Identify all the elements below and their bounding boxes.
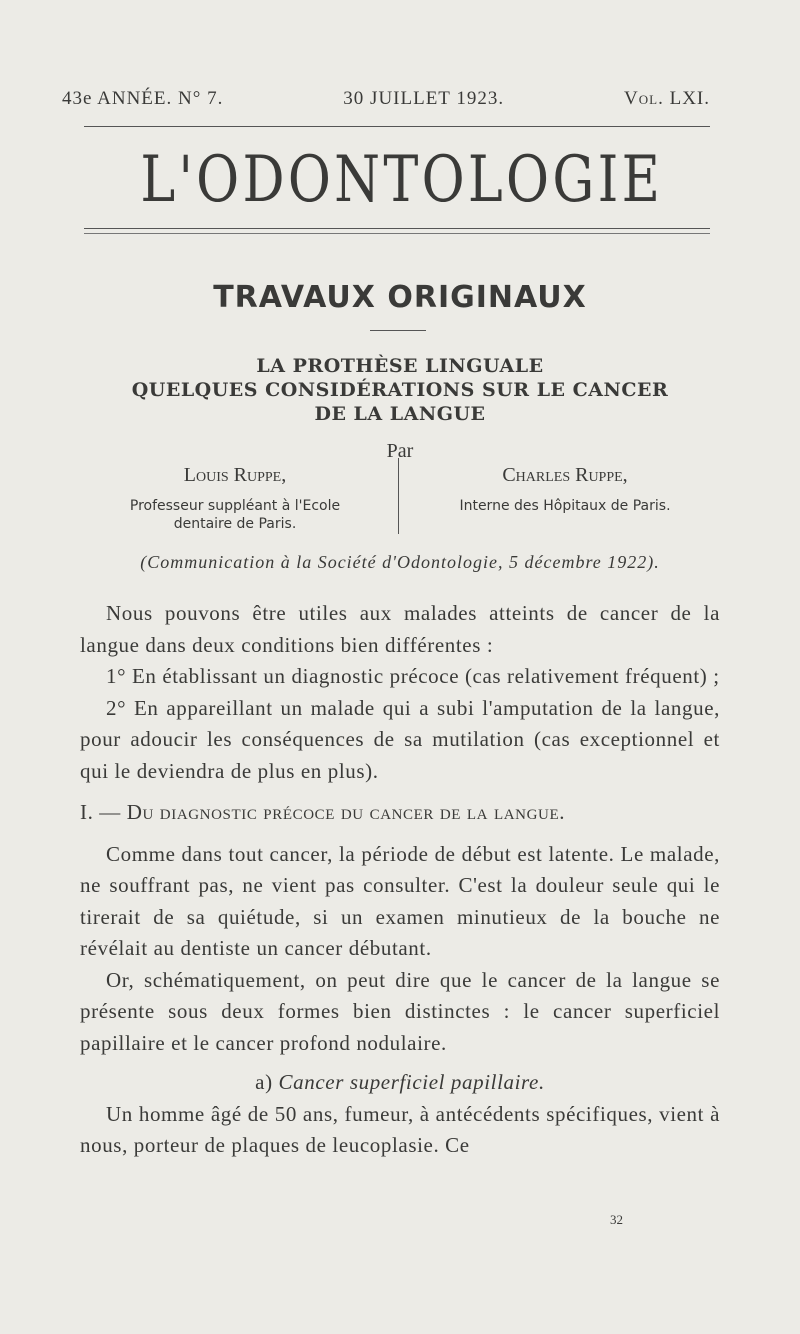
article-title-line: QUELQUES CONSIDÉRATIONS SUR LE CANCER (131, 379, 669, 401)
paragraph: 1° En établissant un diagnostic précoce (cas relativement fréquent) ; (106, 664, 720, 688)
paragraph: Comme dans tout cancer, la période de début est latente. Le malade, ne souffrant pas, ne vient pas consulter. C'est la douleur seule qui le tirerait de sa quiétude, si un examen minutieux de la bouche ne révélait au dentiste un cancer débutant. (80, 841, 720, 960)
section-rule (370, 330, 426, 331)
by-label: Par (386, 440, 414, 462)
author-affiliation (90, 497, 380, 533)
article-title-line: LA PROTHÈSE LINGUALE (256, 355, 544, 377)
section-heading: I. — Du diagnostic précoce du cancer de la langue. (80, 800, 566, 824)
affiliation-line: Interne des Hôpitaux de Paris. (459, 498, 671, 514)
paragraph: Nous pouvons être utiles aux malades atteints de cancer de la langue dans deux conditions bien différentes : (80, 601, 720, 657)
author-block (420, 464, 710, 515)
header-rule (84, 126, 710, 127)
title-rule-bottom (84, 233, 710, 234)
header-issue: 43e ANNÉE. N° 7. (62, 88, 224, 109)
subheading-label: a) (255, 1070, 273, 1094)
paragraph: 2° En appareillant un malade qui a subi l'amputation de la langue, pour adoucir les conséquences de sa mutilation (cas exceptionnel et qui le deviendra de plus en plus). (80, 695, 720, 783)
affiliation-line: dentaire de Paris. (173, 516, 297, 532)
article-body (80, 598, 720, 1162)
article-title (60, 354, 740, 426)
header-date: 30 JUILLET 1923. (343, 88, 505, 109)
page-number: 32 (610, 1212, 623, 1227)
affiliation-line: Professeur suppléant à l'Ecole (129, 498, 341, 514)
journal-title: L'ODONTOLOGIE (140, 143, 664, 217)
paragraph: Or, schématiquement, on peut dire que le cancer de la langue se présente sous deux formes bien distinctes : le cancer superficiel papillaire et le cancer profond nodulaire. (80, 967, 720, 1055)
section-title: TRAVAUX ORIGINAUX (213, 280, 587, 315)
author-affiliation (420, 497, 710, 515)
author-divider (398, 458, 399, 534)
subheading (80, 1067, 720, 1099)
article-title-line: DE LA LANGUE (314, 403, 486, 425)
header-volume: Vol. LXI. (624, 88, 710, 109)
author-block (90, 464, 380, 533)
running-header (62, 88, 710, 110)
author-name: Louis Ruppe, (183, 464, 287, 486)
author-name: Charles Ruppe, (502, 464, 628, 486)
title-rule-top (84, 228, 710, 229)
subheading-title: Cancer superficiel papillaire. (278, 1070, 545, 1094)
paragraph: Un homme âgé de 50 ans, fumeur, à antécédents spécifiques, vient à nous, porteur de plaques de leucoplasie. Ce (80, 1101, 720, 1157)
communication-note: (Communication à la Société d'Odontologie, 5 décembre 1922). (140, 552, 660, 572)
